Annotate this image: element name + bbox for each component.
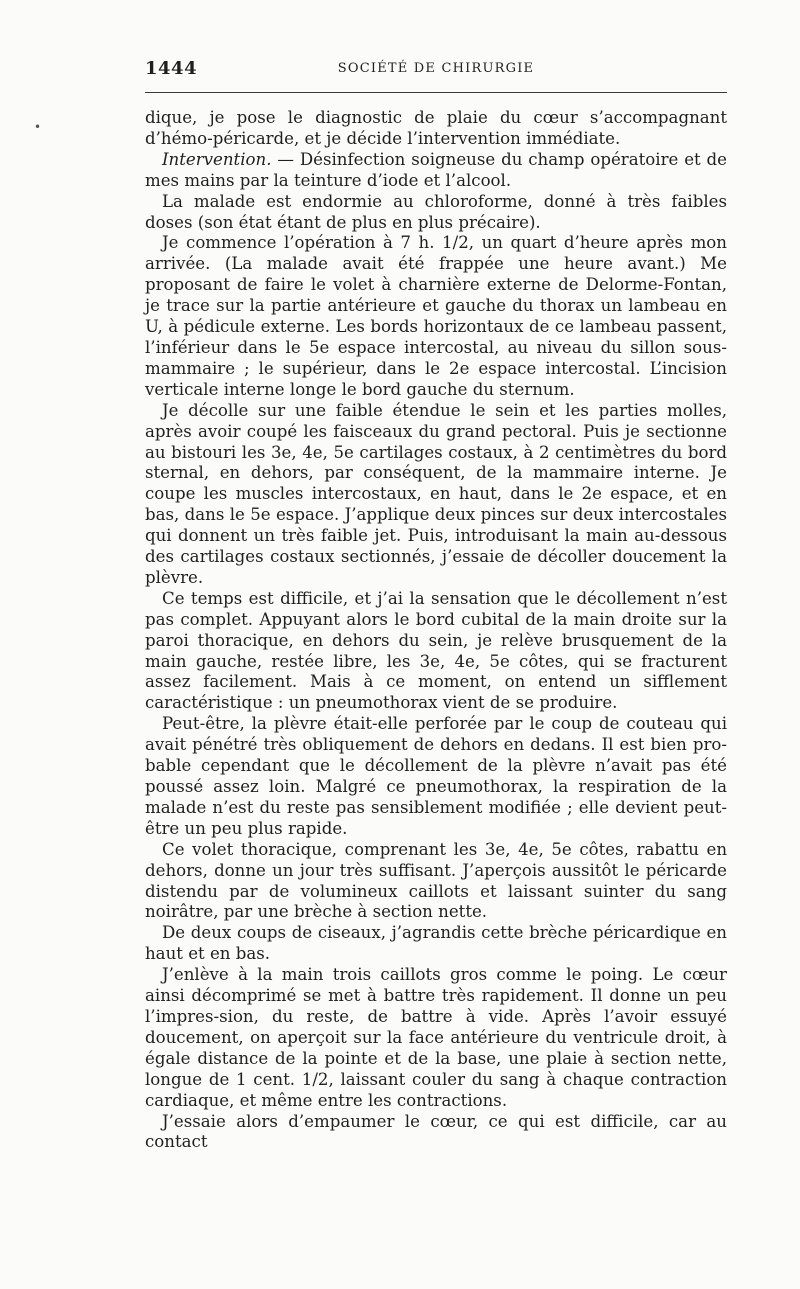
paragraph-intervention (145, 150, 727, 192)
paragraph-heart-wound: J’enlève à la main trois caillots gros comme le poing. Le cœur ainsi décomprimé se met à battre très rapidement. Il donne un peu l’impres-sion, du reste, de battre à vide. Après l’avoir essuyé doucement, on aperçoit sur la face antérieure du ventricule droit, à égale distance de la pointe et de la base, une plaie à section nette, longue de 1 cent. 1/2, laissant couler du sang à chaque contraction cardiaque, et même entre les contractions. (145, 965, 727, 1110)
paragraph-pneumothorax: Ce temps est difficile, et j’ai la sensation que le décollement n’est pas complet. Appuyant alors le bord cubital de la main droite sur la paroi thoracique, en dehors du sein, je relève brusquement de la main gauche, restée libre, les 3e, 4e, 5e côtes, qui se fracturent assez facilement. Mais à ce moment, on entend un sifflement caractéristique : un pneumothorax vient de se produire. (145, 588, 727, 713)
paragraph-thoracic-flap: Ce volet thoracique, comprenant les 3e, 4e, 5e côtes, rabattu en dehors, donne un jour très suffisant. J’aperçois aussitôt le péricarde distendu par de volumineux caillots et laissant suinter du sang noirâtre, par une brèche à section nette. (145, 839, 727, 922)
section-label-intervention: Intervention. (162, 149, 272, 169)
paragraph-anesthesia: La malade est endormie au chloroforme, donné à très faibles doses (son état étant de plus en plus précaire). (145, 191, 727, 232)
margin-dot: • (34, 120, 42, 134)
paragraph-intervention-text: — Désinfection soigneuse du champ opératoire et de mes mains par la teinture d’iode et l’alcool. (145, 149, 727, 190)
running-head: SOCIÉTÉ DE CHIRURGIE (337, 61, 535, 76)
page-number: 1444 (145, 58, 198, 79)
page-header (145, 52, 727, 84)
header-rule (145, 92, 727, 93)
paragraph-pleura: Peut-être, la plèvre était-elle perforée par le coup de couteau qui avait pénétré très obliquement de dehors en dedans. Il est bien pro-bable cependant que le décollement de la plèvre n’avait pas été poussé assez loin. Malgré ce pneumothorax, la respiration de la malade n’est du reste pas sensiblement modifiée ; elle devient peut-être un peu plus rapide. (145, 714, 727, 838)
paragraph-continuation: dique, je pose le diagnostic de plaie du cœur s’accompagnant d’hémo-péricarde, et je décide l’intervention immédiate. (145, 108, 727, 148)
paragraph-cartilage-section: Je décolle sur une faible étendue le sein et les parties molles, après avoir coupé les faisceaux du grand pectoral. Puis je sectionne au bistouri les 3e, 4e, 5e cartilages costaux, à 2 centimètres du bord sternal, en dehors, par conséquent, de la mammaire interne. Je coupe les muscles intercostaux, en haut, dans le 2e espace, et en bas, dans le 5e espace. J’applique deux pinces sur deux intercostales qui donnent un très faible jet. Puis, introduisant la main au-dessous des cartilages costaux sectionnés, j’essaie de décoller doucement la plèvre. (145, 400, 727, 587)
paragraph-pericardium: De deux coups de ciseaux, j’agrandis cette brèche péricardique en haut et en bas. (145, 923, 727, 964)
body-text (145, 108, 727, 1153)
paragraph-incision: Je commence l’opération à 7 h. 1/2, un quart d’heure après mon arrivée. (La malade avait été frappée une heure avant.) Me proposant de faire le volet à charnière externe de Delorme-Fontan, je trace sur la partie antérieure et gauche du thorax un lambeau en U, à pédicule externe. Les bords horizontaux de ce lambeau passent, l’inférieur dans le 5e espace intercostal, au niveau du sillon sous-mammaire ; le supérieur, dans le 2e espace intercostal. L’incision verticale interne longe le bord gauche du sternum. (145, 233, 727, 399)
paragraph-heart-grasp: J’essaie alors d’empaumer le cœur, ce qui est difficile, car au contact (145, 1111, 727, 1152)
